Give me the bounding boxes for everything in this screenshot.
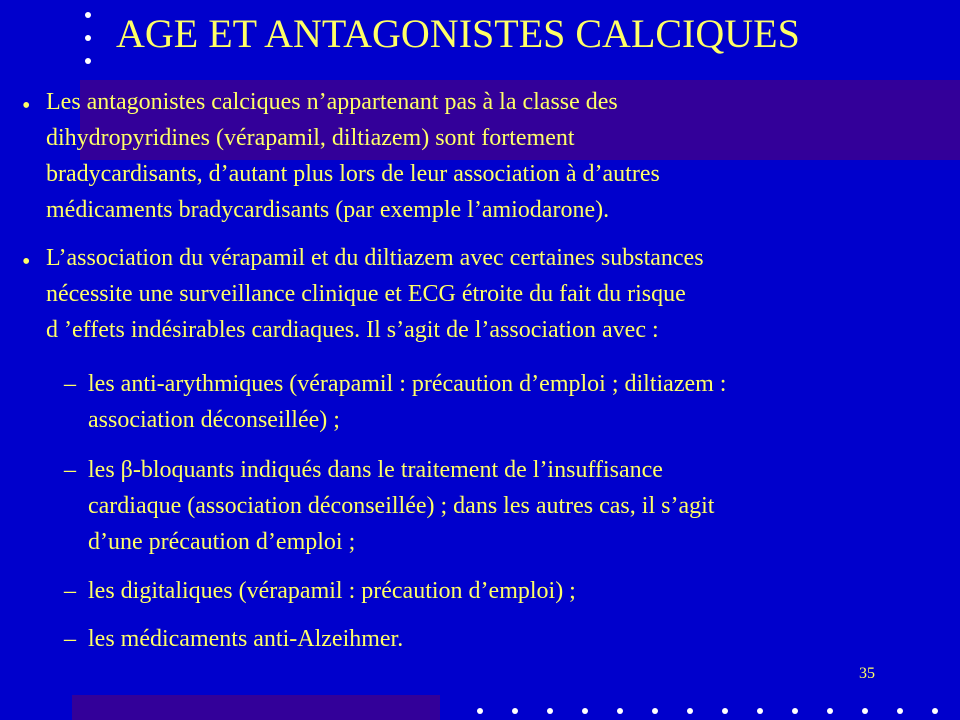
decorative-dot: [792, 708, 798, 714]
decorative-dot: [85, 12, 91, 18]
dash-marker: –: [64, 371, 76, 397]
decorative-dot: [897, 708, 903, 714]
decorative-dot: [512, 708, 518, 714]
bullet-1-line: Les antagonistes calciques n’appartenant pas à la classe des: [46, 89, 618, 115]
decorative-dot: [757, 708, 763, 714]
bullet-1-line: médicaments bradycardisants (par exemple l’amiodarone).: [46, 197, 610, 223]
decorative-dot: [932, 708, 938, 714]
bullet-marker: •: [22, 93, 31, 119]
bullet-2-line: nécessite une surveillance clinique et ECG étroite du fait du risque: [46, 281, 686, 307]
decorative-dot: [687, 708, 693, 714]
dash-marker: –: [64, 626, 76, 652]
page-number: 35: [859, 665, 875, 682]
sub-item-1-text: [88, 366, 948, 438]
bullet-1-text: [46, 84, 946, 228]
dash-marker: –: [64, 578, 76, 604]
sub-item-line: les β-bloquants indiqués dans le traitement de l’insuffisance: [88, 457, 663, 483]
bullet-2-text: [46, 240, 946, 348]
sub-item-line: les anti-arythmiques (vérapamil : précaution d’emploi ; diltiazem :: [88, 371, 727, 397]
sub-item-line: cardiaque (association déconseillée) ; dans les autres cas, il s’agit: [88, 493, 715, 519]
slide-title: AGE ET ANTAGONISTES CALCIQUES: [116, 11, 800, 56]
bullet-1-line: dihydropyridines (vérapamil, diltiazem) sont fortement: [46, 125, 575, 151]
decorative-dot: [547, 708, 553, 714]
sub-item-line: d’une précaution d’emploi ;: [88, 529, 356, 555]
bullet-2-line: L’association du vérapamil et du diltiazem avec certaines substances: [46, 245, 704, 271]
bullet-2-line: d ’effets indésirables cardiaques. Il s’agit de l’association avec :: [46, 317, 659, 343]
sub-item-line: les digitaliques (vérapamil : précaution d’emploi) ;: [88, 578, 576, 604]
decorative-band-bottom: [72, 695, 440, 720]
bullet-marker: •: [22, 249, 31, 275]
sub-item-2-text: [88, 452, 948, 560]
decorative-dot: [722, 708, 728, 714]
sub-item-line: les médicaments anti-Alzeihmer.: [88, 626, 404, 652]
decorative-dot: [652, 708, 658, 714]
decorative-dot: [85, 35, 91, 41]
decorative-dot: [582, 708, 588, 714]
decorative-dot: [862, 708, 868, 714]
decorative-dot: [477, 708, 483, 714]
sub-item-3-text: [88, 573, 948, 609]
sub-item-4-text: [88, 621, 948, 657]
sub-item-line: association déconseillée) ;: [88, 407, 340, 433]
decorative-dot: [617, 708, 623, 714]
bullet-1-line: bradycardisants, d’autant plus lors de leur association à d’autres: [46, 161, 660, 187]
dash-marker: –: [64, 457, 76, 483]
decorative-dot: [827, 708, 833, 714]
decorative-dot: [85, 58, 91, 64]
